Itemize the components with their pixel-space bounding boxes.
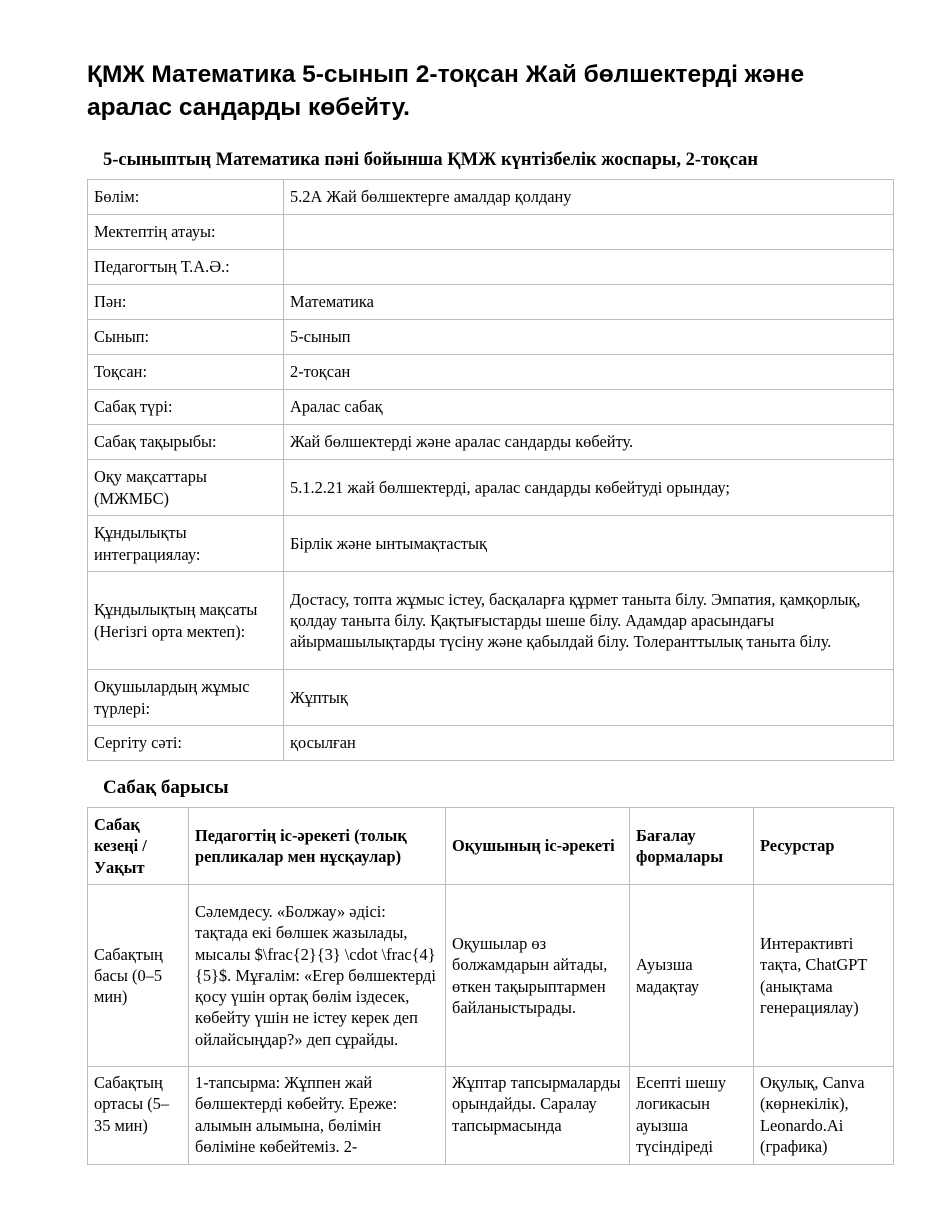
table-row — [88, 285, 894, 320]
stage-cell: Сабақтың басы (0–5 мин) — [88, 885, 189, 1067]
plan-heading: 5-сыныптың Математика пәні бойынша ҚМЖ күнтізбелік жоспары, 2-тоқсан — [103, 150, 759, 170]
table-row — [88, 572, 894, 670]
column-header-teacher-activity: Педагогтің іс-әрекеті (толық репликалар мен нұсқаулар) — [189, 808, 446, 885]
table-row — [88, 460, 894, 516]
info-key: Сабақ түрі: — [88, 390, 284, 425]
column-header-assessment: Бағалау формалары — [630, 808, 754, 885]
info-value: 2-тоқсан — [284, 355, 894, 390]
info-key: Пән: — [88, 285, 284, 320]
table-row — [88, 390, 894, 425]
info-key: Сабақ тақырыбы: — [88, 425, 284, 460]
lesson-info-table — [87, 179, 894, 761]
info-key: Сергіту сәті: — [88, 726, 284, 761]
info-value: Бірлік және ынтымақтастық — [284, 516, 894, 572]
lesson-plan-table — [87, 807, 894, 1165]
info-value: қосылған — [284, 726, 894, 761]
info-key: Сынып: — [88, 320, 284, 355]
column-header-student-activity: Оқушының іс-әрекеті — [446, 808, 630, 885]
info-value: 5.1.2.21 жай бөлшектерді, аралас сандарды көбейтуді орындау; — [284, 460, 894, 516]
info-value — [284, 250, 894, 285]
table-row — [88, 320, 894, 355]
table-row — [88, 425, 894, 460]
table-row — [88, 670, 894, 726]
teacher-activity-cell: Сәлемдесу. «Болжау» әдісі: тақтада екі бөлшек жазылады, мысалы $\frac{2}{3} \cdot \frac{4}{5}$. Мұғалім: «Егер бөлшектерді қосу үшін ортақ бөлім іздесек, көбейту үшін не істеу керек деп ойлайсыңдар?» деп сұрайды. — [189, 885, 446, 1067]
table-row — [88, 180, 894, 215]
assessment-cell: Есепті шешу логикасын ауызша түсіндіреді — [630, 1067, 754, 1165]
section-heading: Сабақ барысы — [103, 777, 229, 798]
table-row — [88, 250, 894, 285]
table-header-row — [88, 808, 894, 885]
table-row — [88, 215, 894, 250]
table-row — [88, 726, 894, 761]
info-value: Жай бөлшектерді және аралас сандарды көбейту. — [284, 425, 894, 460]
resources-cell: Оқулық, Canva (көрнекілік), Leonardo.Ai (графика) — [754, 1067, 894, 1165]
teacher-activity-cell: 1-тапсырма: Жұппен жай бөлшектерді көбейту. Ереже: алымын алымына, бөлімін бөліміне көбейтеміз. 2- — [189, 1067, 446, 1165]
info-value: 5-сынып — [284, 320, 894, 355]
info-value: Математика — [284, 285, 894, 320]
table-row — [88, 516, 894, 572]
info-value: 5.2А Жай бөлшектерге амалдар қолдану — [284, 180, 894, 215]
table-row — [88, 1067, 894, 1165]
info-key: Педагогтың Т.А.Ә.: — [88, 250, 284, 285]
student-activity-cell: Жұптар тапсырмаларды орындайды. Саралау тапсырмасында — [446, 1067, 630, 1165]
info-key: Бөлім: — [88, 180, 284, 215]
table-row — [88, 885, 894, 1067]
assessment-cell: Ауызша мадақтау — [630, 885, 754, 1067]
stage-cell: Сабақтың ортасы (5–35 мин) — [88, 1067, 189, 1165]
info-key: Оқу мақсаттары (МЖМБС) — [88, 460, 284, 516]
resources-cell: Интерактивті тақта, ChatGPT (анықтама генерациялау) — [754, 885, 894, 1067]
student-activity-cell: Оқушылар өз болжамдарын айтады, өткен тақырыптармен байланыстырады. — [446, 885, 630, 1067]
info-value — [284, 215, 894, 250]
info-key: Мектептің атауы: — [88, 215, 284, 250]
info-key: Құндылықты интеграциялау: — [88, 516, 284, 572]
info-value: Жұптық — [284, 670, 894, 726]
column-header-resources: Ресурстар — [754, 808, 894, 885]
info-key: Тоқсан: — [88, 355, 284, 390]
info-value: Достасу, топта жұмыс істеу, басқаларға құрмет таныта білу. Эмпатия, қамқорлық, қолдау таныта білу. Қақтығыстарды шеше білу. Адамдар арасындағы айырмашылықтарды түсіну және қабылдай білу. Толеранттылық таныта білу. — [284, 572, 894, 670]
info-key: Құндылықтың мақсаты (Негізгі орта мектеп): — [88, 572, 284, 670]
table-row — [88, 355, 894, 390]
info-value: Аралас сабақ — [284, 390, 894, 425]
column-header-stage: Сабақ кезеңі / Уақыт — [88, 808, 189, 885]
page-title: ҚМЖ Математика 5-сынып 2-тоқсан Жай бөлшектерді және аралас сандарды көбейту. — [87, 61, 805, 121]
info-key: Оқушылардың жұмыс түрлері: — [88, 670, 284, 726]
